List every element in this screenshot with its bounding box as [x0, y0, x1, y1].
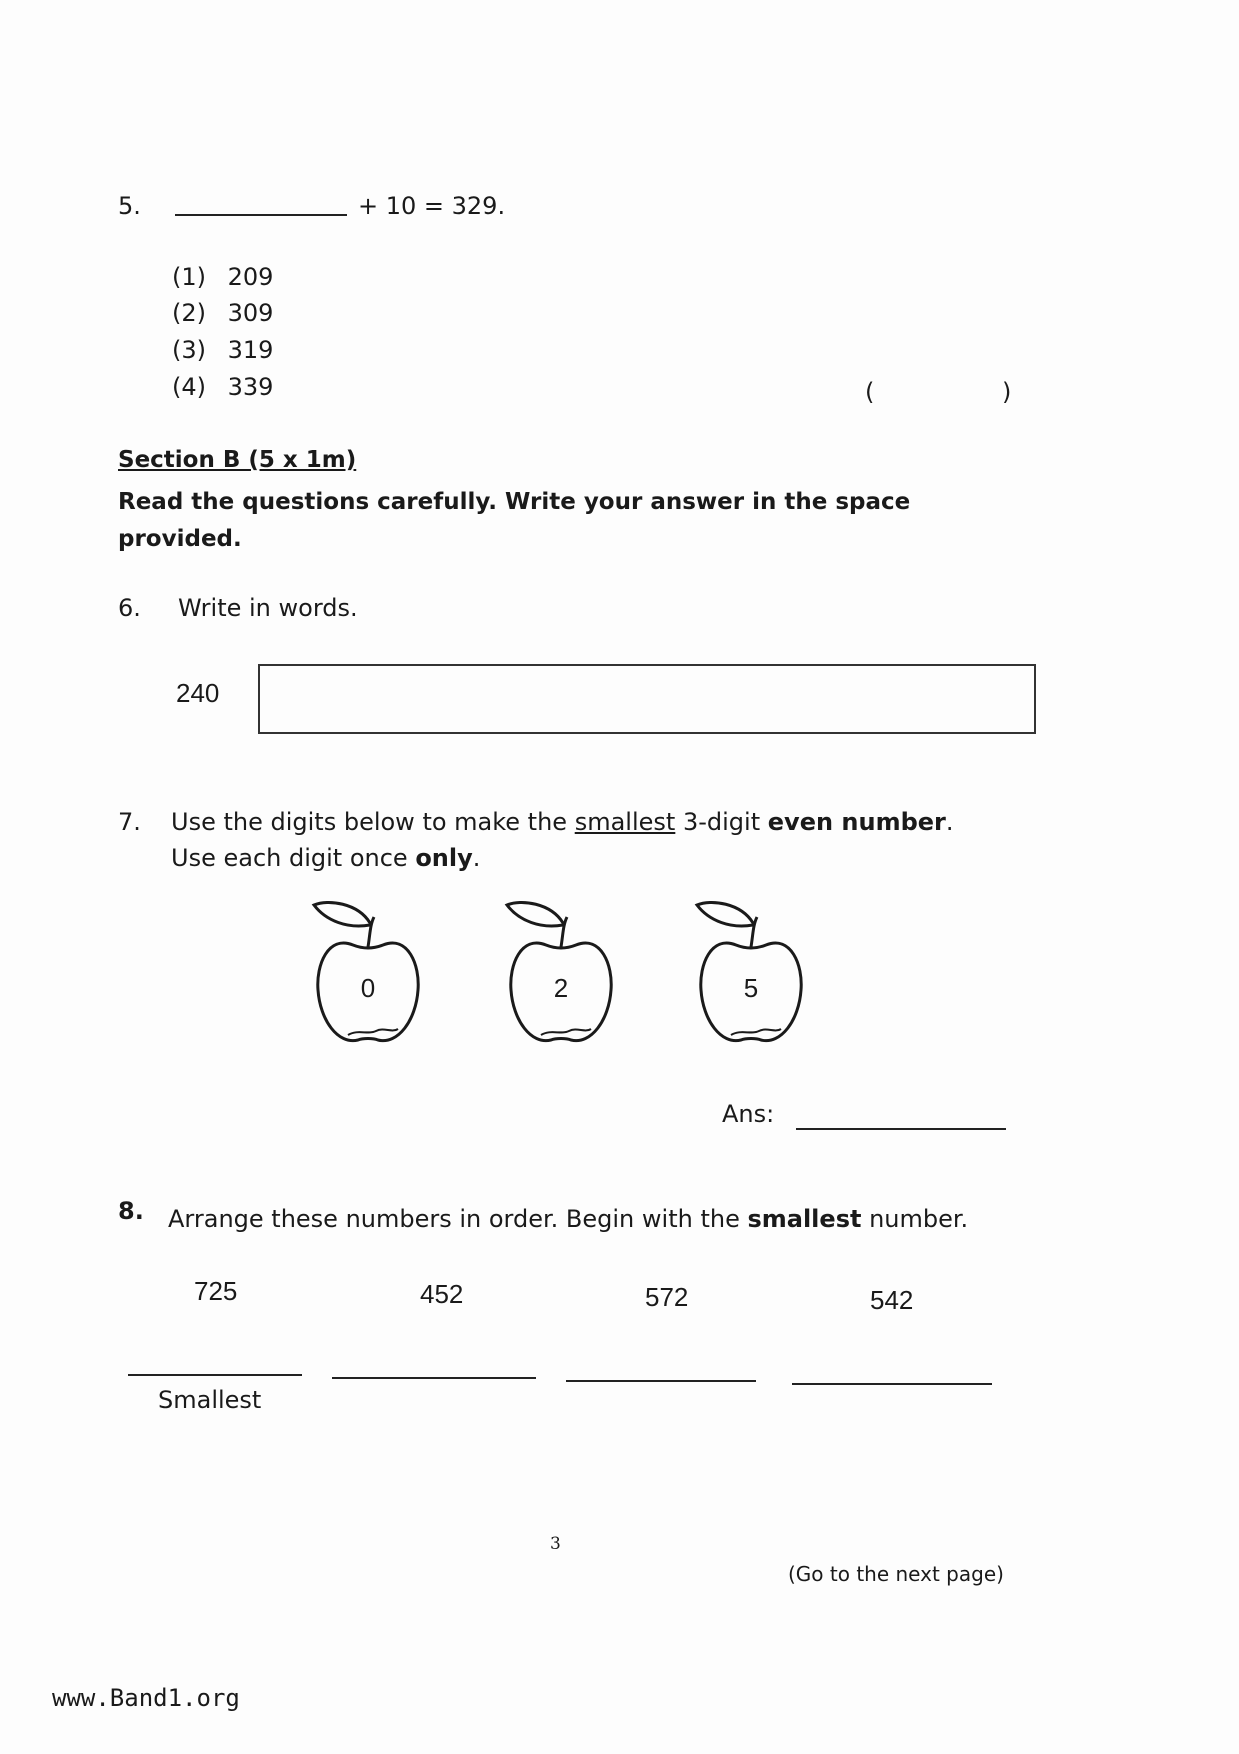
question-5-option-4: [172, 373, 273, 401]
option-label: (3): [172, 336, 206, 364]
q7-line2-text: Use each digit once: [171, 844, 408, 872]
q7-smallest-underlined: smallest: [574, 808, 676, 836]
answer-paren-close: ): [1002, 378, 1012, 406]
apple-digit-5: [691, 895, 821, 1055]
q7-only: only: [415, 844, 473, 872]
question-7-ans-label: Ans:: [722, 1100, 775, 1128]
option-value: 309: [227, 299, 274, 327]
question-5-option-2: [172, 299, 273, 327]
option-value: 339: [227, 373, 274, 401]
apple-digit-label: 2: [553, 973, 569, 1003]
next-page-note: (Go to the next page): [788, 1562, 1004, 1586]
option-value: 319: [227, 336, 274, 364]
q8-smallest: smallest: [747, 1205, 862, 1233]
answer-paren-open: (: [865, 378, 875, 406]
q8-smallest-label: Smallest: [158, 1386, 262, 1414]
q8-answer-line-4[interactable]: [792, 1383, 992, 1385]
question-5-answer-blank[interactable]: [175, 214, 347, 216]
question-7-number: 7.: [118, 808, 141, 836]
question-5-answer-box[interactable]: [885, 376, 995, 410]
question-6-answer-box[interactable]: [258, 664, 1036, 734]
question-8-text: [168, 1205, 968, 1233]
section-b-instruction: Read the questions carefully. Write your answer in the space provided.: [118, 489, 911, 552]
question-5-option-1: [172, 263, 273, 291]
q8-number-3: 572: [645, 1282, 689, 1312]
q7-text-a: Use the digits below to make the: [171, 808, 568, 836]
q7-line2-period: .: [472, 844, 481, 872]
q8-answer-line-2[interactable]: [332, 1377, 536, 1379]
page-number: 3: [550, 1534, 561, 1554]
q8-number-4: 542: [870, 1285, 914, 1315]
q7-period: .: [945, 808, 954, 836]
apple-digit-label: 5: [743, 973, 759, 1003]
q8-number-1: 725: [194, 1276, 238, 1306]
q8-answer-line-3[interactable]: [566, 1380, 756, 1382]
q7-even-number: even number: [767, 808, 946, 836]
q8-text-a: Arrange these numbers in order. Begin with the: [168, 1205, 740, 1233]
option-label: (4): [172, 373, 206, 401]
q7-text-b: 3-digit: [682, 808, 761, 836]
question-7-line-2: [171, 844, 480, 872]
question-6-value: 240: [176, 678, 220, 708]
question-5-number: 5.: [118, 192, 141, 220]
q8-answer-line-1[interactable]: [128, 1374, 302, 1376]
question-5-equation: + 10 = 329.: [358, 192, 506, 220]
q8-text-b: number.: [869, 1205, 969, 1233]
question-7-answer-line[interactable]: [796, 1128, 1006, 1130]
question-6-text: Write in words.: [178, 594, 358, 622]
q8-number-2: 452: [420, 1279, 464, 1309]
question-8-number: 8.: [118, 1197, 144, 1225]
apple-digit-0: [308, 895, 438, 1055]
question-6-number: 6.: [118, 594, 141, 622]
apple-digit-2: [501, 895, 631, 1055]
option-label: (2): [172, 299, 206, 327]
question-7-line-1: [171, 808, 954, 836]
apple-digit-label: 0: [360, 973, 376, 1003]
website-url: www.Band1.org: [52, 1684, 240, 1712]
option-value: 209: [227, 263, 274, 291]
question-5-option-3: [172, 336, 273, 364]
option-label: (1): [172, 263, 206, 291]
section-b-title: Section B (5 x 1m): [118, 447, 357, 473]
